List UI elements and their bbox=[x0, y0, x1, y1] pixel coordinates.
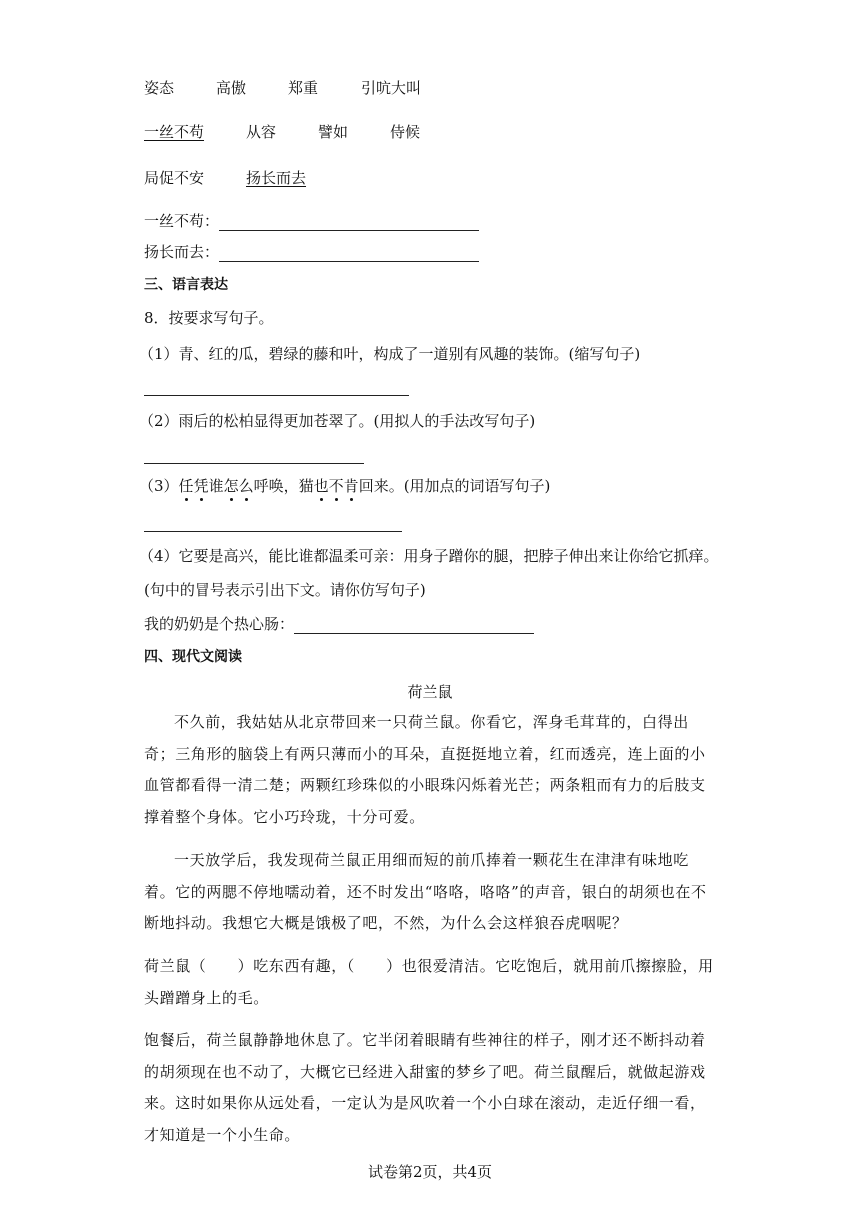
sentence-3-prefix: （3） bbox=[139, 477, 179, 495]
dotted-char: 任 bbox=[178, 477, 194, 495]
word-item: 譬如 bbox=[318, 123, 349, 141]
word-item: 姿态 bbox=[144, 79, 175, 97]
dotted-word bbox=[179, 477, 209, 495]
dotted-char: 也 bbox=[313, 477, 329, 495]
dotted-char: 怎 bbox=[223, 477, 239, 495]
article-paragraph-3: 荷兰鼠（ ）吃东西有趣，（ ）也很爱清洁。它吃饱后，就用前爪擦擦脸，用头蹭蹭身上的毛。 bbox=[144, 957, 714, 1007]
dotted-word bbox=[314, 477, 329, 495]
fill-label: 一丝不苟： bbox=[144, 212, 220, 230]
article-paragraph-4: 饱餐后，荷兰鼠静静地休息了。它半闭着眼睛有些神往的样子，刚才还不断抖动着的胡须现在也不动了，大概它已经进入甜蜜的梦乡了吧。荷兰鼠醒后，就做起游戏来。这时如果你从远处看，一定认为是风吹着一个小白球在滚动，走近仔细一看，才知道是一个小生命。 bbox=[144, 1031, 706, 1144]
article-title: 荷兰鼠 bbox=[407, 683, 453, 701]
sentence-4-prompt: 我的奶奶是个热心肠： bbox=[144, 615, 295, 633]
sentence-2-blank bbox=[144, 444, 364, 464]
word-item: 郑重 bbox=[288, 79, 319, 97]
dotted-word bbox=[224, 477, 254, 495]
answer-blank[interactable] bbox=[219, 246, 479, 262]
word-item: 侍候 bbox=[390, 123, 421, 141]
sentence-3-text: 谁 bbox=[208, 477, 224, 495]
answer-blank[interactable] bbox=[144, 448, 364, 464]
dotted-char: 么 bbox=[238, 477, 254, 495]
answer-blank[interactable] bbox=[144, 380, 409, 396]
dotted-char: 肯 bbox=[343, 477, 359, 495]
word-item: 引吭大叫 bbox=[361, 79, 422, 97]
fill-line-2 bbox=[144, 242, 479, 262]
word-item: 局促不安 bbox=[144, 169, 205, 187]
section-4-title: 四、现代文阅读 bbox=[144, 649, 242, 665]
answer-blank[interactable] bbox=[219, 215, 479, 231]
dotted-word bbox=[329, 477, 359, 495]
answer-blank[interactable] bbox=[144, 516, 402, 532]
sentence-3-text: 呼唤，猫 bbox=[253, 477, 314, 495]
answer-blank[interactable] bbox=[294, 618, 534, 634]
sentence-3-blank bbox=[144, 512, 402, 532]
word-item-underlined: 一丝不苟 bbox=[144, 123, 205, 141]
sentence-4-line-1: （4）它要是高兴，能比谁都温柔可亲：用身子蹭你的腿，把脖子伸出来让你给它抓痒。 bbox=[139, 547, 719, 565]
question-8: 8．按要求写句子。 bbox=[144, 309, 274, 327]
article-paragraph-2: 一天放学后，我发现荷兰鼠正用细而短的前爪捧着一颗花生在津津有味地吃着。它的两腮不停地嚅动着，还不时发出“咯咯，咯咯”的声音，银白的胡须也在不断地抖动。我想它大概是饿极了吧，不然，为什么会这样狼吞虎咽呢？ bbox=[144, 851, 707, 932]
sentence-4-answer bbox=[144, 614, 534, 634]
fill-line-1 bbox=[144, 211, 479, 231]
sentence-3-suffix: 回来。(用加点的词语写句子) bbox=[358, 477, 551, 495]
word-item: 高傲 bbox=[216, 79, 247, 97]
sentence-4-line-2: (句中的冒号表示引出下文。请你仿写句子) bbox=[144, 581, 426, 599]
fill-label: 扬长而去： bbox=[144, 243, 220, 261]
dotted-char: 不 bbox=[328, 477, 344, 495]
section-3-title: 三、语言表达 bbox=[144, 277, 228, 293]
article-paragraph-1: 不久前，我姑姑从北京带回来一只荷兰鼠。你看它，浑身毛茸茸的，白得出奇；三角形的脑袋上有两只薄而小的耳朵，直挺挺地立着，红而透亮，连上面的小血管都看得一清二楚；两颗红珍珠似的小眼珠闪烁着光芒；两条粗而有力的后肢支撑着整个身体。它小巧玲珑，十分可爱。 bbox=[144, 713, 706, 826]
dotted-char: 凭 bbox=[193, 477, 209, 495]
word-item: 从容 bbox=[246, 123, 277, 141]
sentence-1-blank bbox=[144, 376, 409, 396]
word-item-underlined: 扬长而去 bbox=[246, 169, 307, 187]
sentence-1: （1）青、红的瓜，碧绿的藤和叶，构成了一道别有风趣的装饰。(缩写句子) bbox=[139, 345, 641, 363]
sentence-3 bbox=[139, 476, 550, 496]
page-footer: 试卷第2页，共4页 bbox=[367, 1163, 493, 1181]
sentence-2: （2）雨后的松柏显得更加苍翠了。(用拟人的手法改写句子) bbox=[139, 412, 536, 430]
